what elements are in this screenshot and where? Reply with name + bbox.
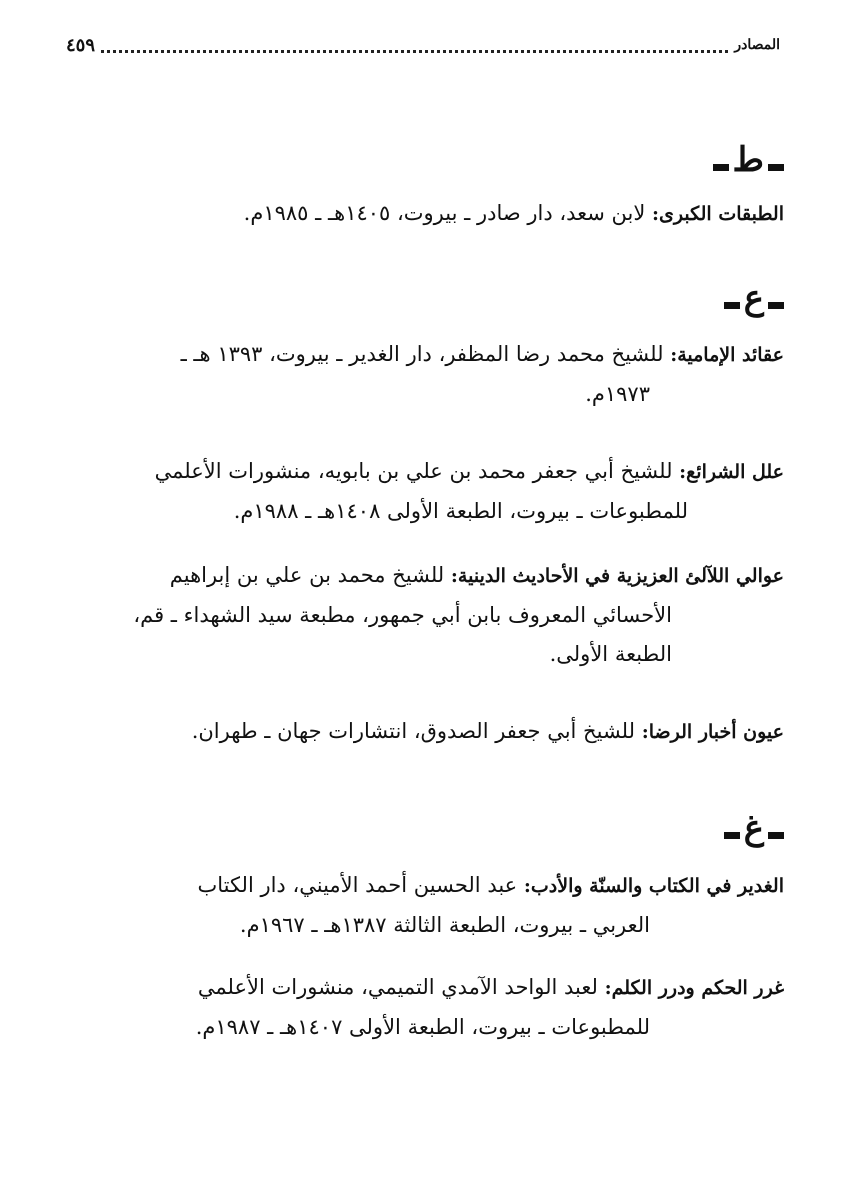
entry-text-continued: ١٩٧٣م. [585, 382, 650, 406]
entry-text: للشيخ أبي جعفر الصدوق، انتشارات جهان ـ طهران. [191, 719, 636, 743]
running-header [66, 30, 780, 60]
section-heading-ghain [724, 808, 784, 848]
entry-title: عيون أخبار الرضا: [641, 721, 784, 743]
heading-bar-left [724, 302, 740, 309]
entry-text-continued: الطبعة الأولى. [549, 642, 672, 666]
entry-text: للشيخ أبي جعفر محمد بن علي بن بابويه، منشورات الأعلمي [154, 459, 673, 483]
entry-text: للشيخ محمد بن علي بن إبراهيم [169, 563, 445, 587]
heading-bar-right [768, 832, 784, 839]
entry-title: الطبقات الكبرى: [652, 203, 784, 225]
header-dot-leader [101, 50, 728, 53]
page-number: ٤٥٩ [66, 34, 96, 56]
entry-text: لابن سعد، دار صادر ـ بيروت، ١٤٠٥هـ ـ ١٩٨٥م. [243, 201, 646, 225]
section-letter: ع [743, 278, 764, 318]
heading-bar-left [724, 832, 740, 839]
entry-text-continued: العربي ـ بيروت، الطبعة الثالثة ١٣٨٧هـ ـ ١٩٦٧م. [239, 913, 650, 937]
entry-text-continued: للمطبوعات ـ بيروت، الطبعة الأولى ١٤٠٧هـ ـ ١٩٨٧م. [195, 1015, 650, 1039]
entry-title: عوالي اللآلئ العزيزية في الأحاديث الدينية: [450, 565, 784, 587]
entry-title: علل الشرائع: [679, 461, 784, 483]
bibliography-entry [62, 452, 784, 531]
bibliography-entry [62, 556, 784, 674]
entry-title: عقائد الإمامية: [670, 344, 784, 366]
section-letter: غ [743, 808, 764, 848]
entry-text: لعبد الواحد الآمدي التميمي، منشورات الأعلمي [197, 975, 598, 999]
entry-text-continued: للمطبوعات ـ بيروت، الطبعة الأولى ١٤٠٨هـ ـ ١٩٨٨م. [233, 499, 688, 523]
section-letter: ط [732, 140, 764, 180]
section-heading-ain [724, 278, 784, 318]
entry-title: غرر الحكم ودرر الكلم: [604, 977, 784, 999]
bibliography-entry [62, 866, 784, 945]
heading-bar-right [768, 164, 784, 171]
entry-text: للشيخ محمد رضا المظفر، دار الغدير ـ بيروت، ١٣٩٣ هـ ـ [180, 342, 664, 366]
section-heading-ta [713, 140, 784, 180]
bibliography-entry [62, 194, 784, 234]
heading-bar-right [768, 302, 784, 309]
bibliography-entry [62, 968, 784, 1047]
entry-text-continued: الأحسائي المعروف بابن أبي جمهور، مطبعة سيد الشهداء ـ قم، [133, 603, 672, 627]
heading-bar-left [713, 164, 729, 171]
running-header-title: المصادر [734, 37, 780, 53]
bibliography-entry [62, 712, 784, 752]
entry-title: الغدير في الكتاب والسنّة والأدب: [523, 875, 784, 897]
bibliography-entry [62, 335, 784, 414]
entry-text: عبد الحسين أحمد الأميني، دار الكتاب [197, 873, 518, 897]
